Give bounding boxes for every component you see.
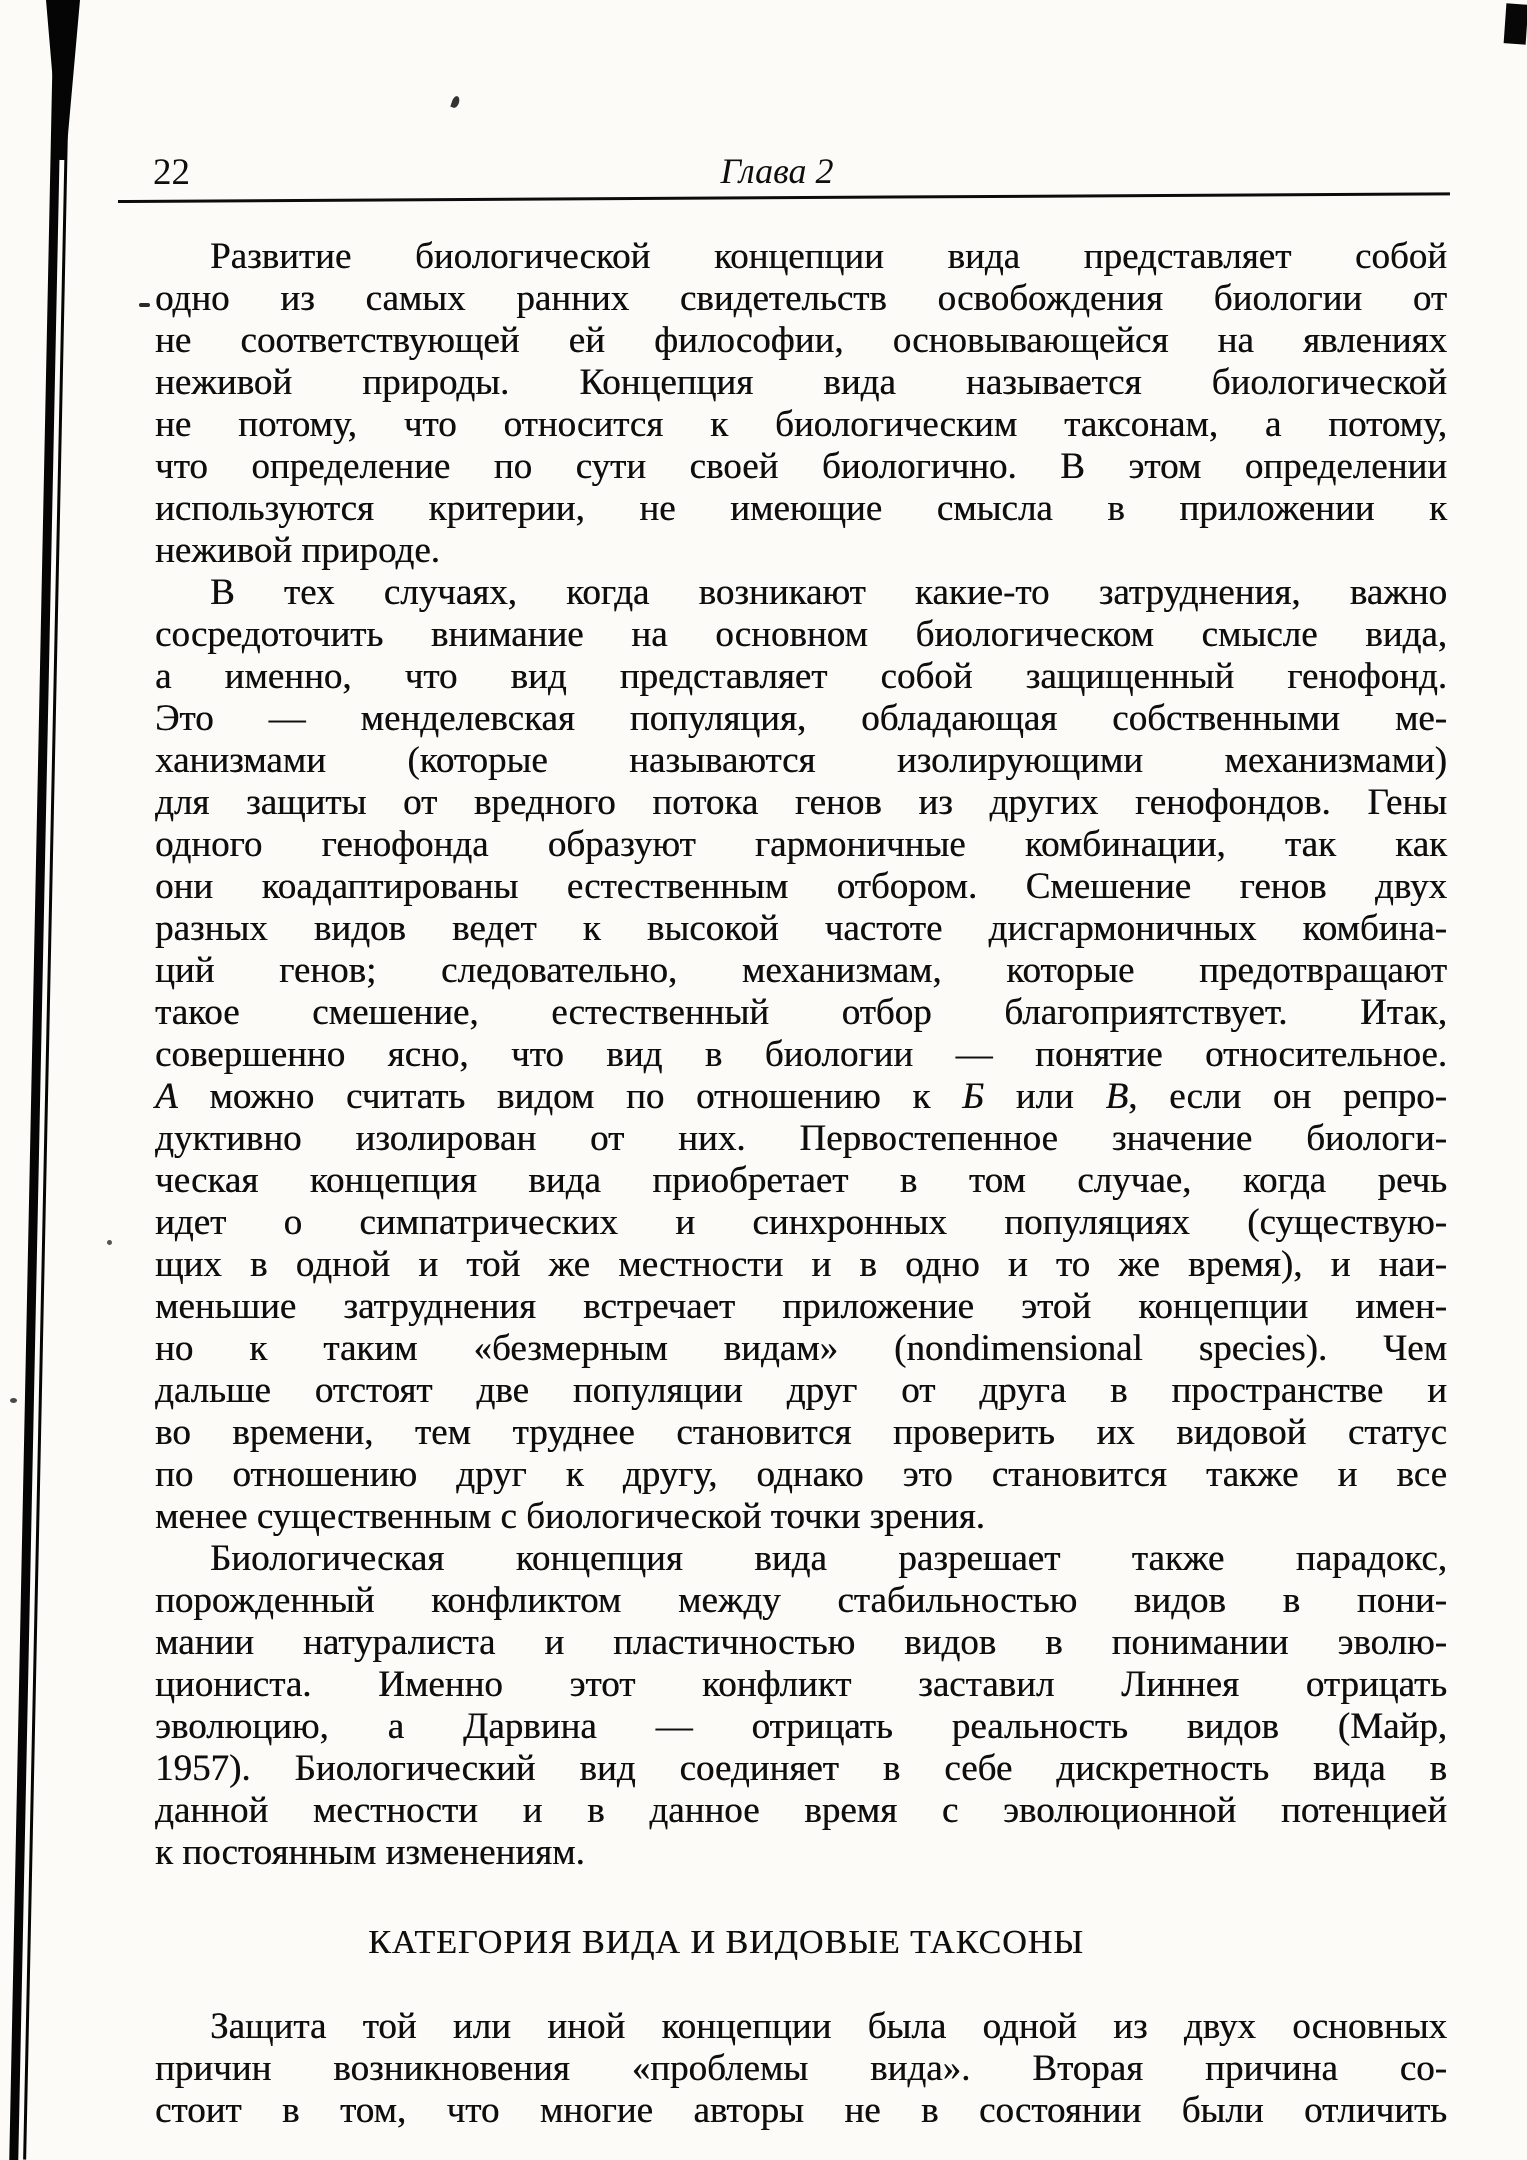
scan-speck xyxy=(107,1240,112,1245)
text-line: одно из самых ранних свидетельств освобождения биологии от xyxy=(155,278,1447,319)
text-line: причин возникновения «проблемы вида». Вторая причина со- xyxy=(155,2048,1447,2089)
text-segment: можно считать видом по отношению к xyxy=(177,1076,963,1117)
text-line: стоит в том, что многие авторы не в состоянии были отличить xyxy=(155,2090,1447,2131)
section-heading: КАТЕГОРИЯ ВИДА И ВИДОВЫЕ ТАКСОНЫ xyxy=(368,1924,1084,1961)
text-line: дуктивно изолирован от них. Первостепенное значение биологи- xyxy=(155,1118,1447,1159)
text-line: менее существенным с биологической точки зрения. xyxy=(155,1496,985,1537)
text-line: к постоянным изменениям. xyxy=(155,1832,585,1873)
text-line: одного генофонда образуют гармоничные комбинации, так как xyxy=(155,824,1447,865)
text-line: совершенно ясно, что вид в биологии — понятие относительное. xyxy=(155,1034,1447,1075)
text-line: Защита той или иной концепции была одной из двух основных xyxy=(210,2006,1447,2047)
text-line: во времени, тем труднее становится проверить их видовой статус xyxy=(155,1412,1447,1453)
text-line: они коадаптированы естественным отбором. Смешение генов двух xyxy=(155,866,1447,907)
text-line xyxy=(155,1076,1447,1118)
text-line: ческая концепция вида приобретает в том случае, когда речь xyxy=(155,1160,1447,1201)
text-line: что определение по сути своей биологично. В этом определении xyxy=(155,446,1447,487)
running-head-rule xyxy=(118,192,1450,203)
italic-text: В xyxy=(1105,1076,1129,1117)
text-line: используются критерии, не имеющие смысла в приложении к xyxy=(155,488,1447,529)
text-line: мании натуралиста и пластичностью видов в понимании эволю- xyxy=(155,1622,1447,1663)
text-line: ций генов; следовательно, механизмам, которые предотвращают xyxy=(155,950,1447,991)
text-line: не потому, что относится к биологическим таксонам, а потому, xyxy=(155,404,1447,445)
scan-corner-artifact xyxy=(1504,3,1527,44)
paragraph xyxy=(155,2006,1447,2132)
text-line: для защиты от вредного потока генов из других генофондов. Гены xyxy=(155,782,1447,823)
text-line: по отношению друг к другу, однако это становится также и все xyxy=(155,1454,1447,1495)
text-line: Это — менделевская популяция, обладающая собственными ме- xyxy=(155,698,1447,739)
paragraph xyxy=(155,1538,1447,1874)
text-line: меньшие затруднения встречает приложение этой концепции имен- xyxy=(155,1286,1447,1327)
page-number: 22 xyxy=(153,152,190,193)
text-line: неживой природе. xyxy=(155,530,440,571)
paragraph xyxy=(155,236,1447,572)
italic-text: Б xyxy=(962,1076,984,1117)
text-line: эволюцию, а Дарвина — отрицать реальность видов (Майр, xyxy=(155,1706,1447,1747)
text-line: сосредоточить внимание на основном биологическом смысле вида, xyxy=(155,614,1447,655)
text-line: данной местности и в данное время с эволюционной потенцией xyxy=(155,1790,1447,1831)
text-column xyxy=(155,236,1447,2132)
body-text-upper xyxy=(155,236,1447,1874)
body-text-lower xyxy=(155,2006,1447,2132)
text-line: циониста. Именно этот конфликт заставил Линнея отрицать xyxy=(155,1664,1447,1705)
text-line: ханизмами (которые называются изолирующими механизмами) xyxy=(155,740,1447,781)
text-line: неживой природы. Концепция вида называется биологической xyxy=(155,362,1447,403)
paragraph xyxy=(155,572,1447,1538)
scan-spine-artifact xyxy=(9,0,63,2160)
italic-text: А xyxy=(155,1076,178,1117)
text-line: 1957). Биологический вид соединяет в себе дискретность вида в xyxy=(155,1748,1447,1789)
text-line: Биологическая концепция вида разрешает также парадокс, xyxy=(210,1538,1447,1579)
text-line: а именно, что вид представляет собой защищенный генофонд. xyxy=(155,656,1447,697)
text-line: разных видов ведет к высокой частоте дисгармоничных комбина- xyxy=(155,908,1447,949)
text-line: такое смешение, естественный отбор благоприятствует. Итак, xyxy=(155,992,1447,1033)
text-line: Развитие биологической концепции вида представляет собой xyxy=(210,236,1447,277)
running-head-chapter-title: Глава 2 xyxy=(720,151,834,191)
text-line: но к таким «безмерным видам» (nondimensional species). Чем xyxy=(155,1328,1447,1369)
text-line: порожденный конфликтом между стабильностью видов в пони- xyxy=(155,1580,1447,1621)
text-line: идет о симпатрических и синхронных популяциях (существую- xyxy=(155,1202,1447,1243)
text-line: щих в одной и той же местности и в одно и то же время), и наи- xyxy=(155,1244,1447,1285)
text-segment: , если он репро- xyxy=(1128,1076,1447,1117)
scan-speck xyxy=(450,95,460,109)
scan-speck xyxy=(10,1398,17,1403)
text-line: В тех случаях, когда возникают какие-то затруднения, важно xyxy=(210,572,1447,613)
text-line: дальше отстоят две популяции друг от друга в пространстве и xyxy=(155,1370,1447,1411)
scan-speck xyxy=(139,303,150,307)
text-segment: или xyxy=(983,1076,1106,1117)
text-line: не соответствующей ей философии, основывающейся на явлениях xyxy=(155,320,1447,361)
